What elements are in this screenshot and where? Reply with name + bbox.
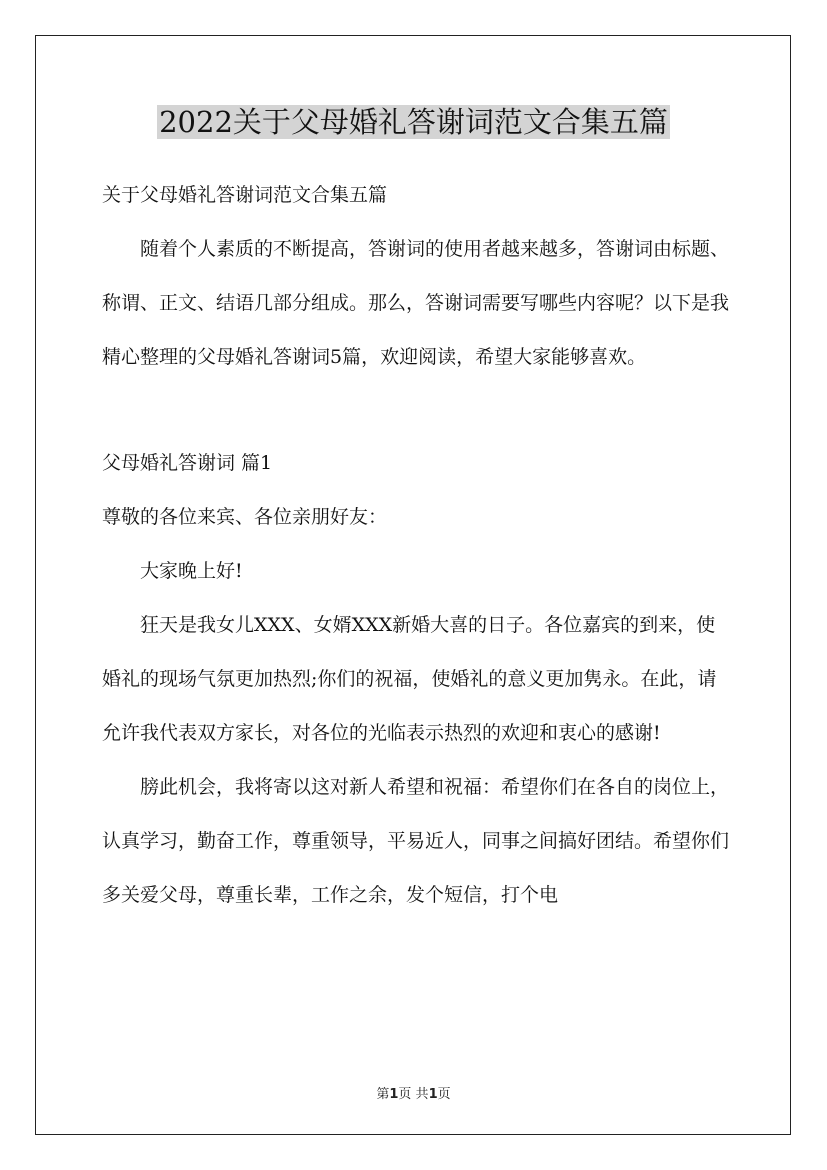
document-title-text: 2022关于父母婚礼答谢词范文合集五篇 (159, 105, 668, 139)
section-spacer (102, 384, 732, 436)
document-title (0, 100, 827, 144)
body-paragraph-2: 膀此机会，我将寄以这对新人希望和祝福：希望你们在各自的岗位上，认真学习，勤奋工作，尊重领导，平易近人，同事之间搞好团结。希望你们多关爱父母，尊重长辈，工作之余，发个短信，打个电 (102, 776, 730, 906)
document-body (102, 168, 732, 922)
document-subtitle: 关于父母婚礼答谢词范文合集五篇 (102, 184, 388, 206)
footer-page-suffix: 页 (437, 1087, 451, 1102)
footer-page-current: 1 (389, 1087, 399, 1102)
intro-paragraph: 随着个人素质的不断提高，答谢词的使用者越来越多，答谢词由标题、称谓、正文、结语几部分组成。那么，答谢词需要写哪些内容呢？以下是我精心整理的父母婚礼答谢词5篇，欢迎阅读，希望大家能够喜欢。 (102, 238, 730, 368)
section-heading: 父母婚礼答谢词 篇1 (102, 452, 273, 474)
salutation: 尊敬的各位来宾、各位亲朋好友： (102, 506, 388, 528)
footer-page-prefix: 第 (376, 1087, 390, 1102)
body-paragraph-1: 狂天是我女儿XXX、女婿XXX新婚大喜的日子。各位嘉宾的到来，使婚礼的现场气氛更加热烈;你们的祝福，使婚礼的意义更加隽永。在此，请允许我代表双方家长，对各位的光临表示热烈的欢迎和衷心的感谢! (102, 614, 717, 744)
footer-page-total: 1 (428, 1087, 438, 1102)
page-footer (0, 1083, 827, 1102)
greeting: 大家晚上好! (140, 560, 243, 582)
footer-page-mid: 页 共 (398, 1087, 429, 1102)
